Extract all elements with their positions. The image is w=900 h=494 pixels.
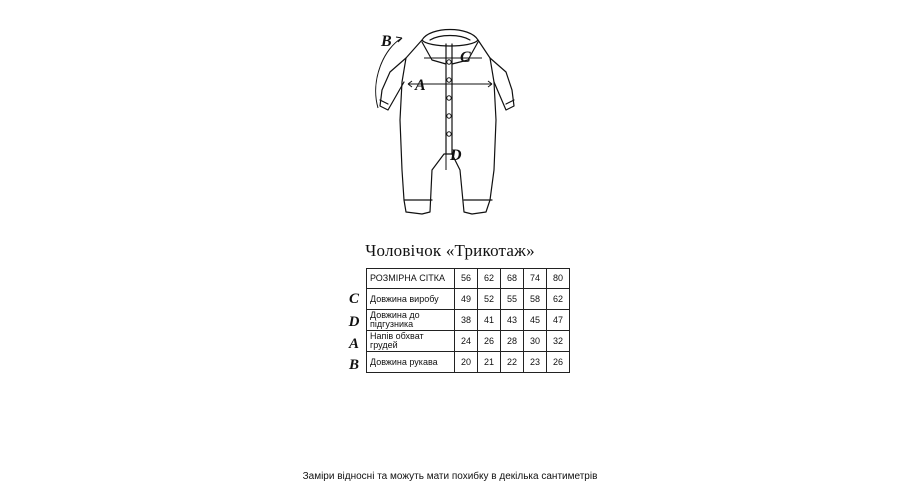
- table-cell: 38: [455, 310, 478, 331]
- size-header: 62: [478, 269, 501, 289]
- table-cell: 49: [455, 289, 478, 310]
- row-label: Довжина виробу: [367, 289, 455, 310]
- romper-illustration: [360, 20, 540, 235]
- size-header: 56: [455, 269, 478, 289]
- table-cell: 22: [501, 352, 524, 373]
- table-cell: 23: [524, 352, 547, 373]
- label-d: D: [450, 147, 462, 164]
- row-letter-a: A: [348, 336, 359, 352]
- table-cell: 32: [547, 331, 570, 352]
- label-c: C: [460, 49, 471, 66]
- row-label: Довжина до підгузника: [367, 310, 455, 331]
- size-chart-header-row: [367, 269, 570, 289]
- row-letter-d: D: [348, 314, 360, 330]
- table-cell: 52: [478, 289, 501, 310]
- table-cell: 26: [478, 331, 501, 352]
- table-cell: 43: [501, 310, 524, 331]
- row-label: Напів обхват грудей: [367, 331, 455, 352]
- table-cell: 30: [524, 331, 547, 352]
- table-cell: 28: [501, 331, 524, 352]
- row-letter-b: B: [348, 357, 359, 373]
- row-letter-c: C: [348, 291, 359, 307]
- table-cell: 62: [547, 289, 570, 310]
- table-cell: 55: [501, 289, 524, 310]
- table-row: [367, 310, 570, 331]
- table-cell: 21: [478, 352, 501, 373]
- product-title: Чоловічок «Трикотаж»: [365, 241, 535, 260]
- table-cell: 20: [455, 352, 478, 373]
- row-label: Довжина рукава: [367, 352, 455, 373]
- size-chart-header-label: РОЗМІРНА СІТКА: [367, 269, 455, 289]
- table-cell: 45: [524, 310, 547, 331]
- label-b: B: [381, 33, 392, 50]
- size-header: 80: [547, 269, 570, 289]
- table-cell: 41: [478, 310, 501, 331]
- table-cell: 26: [547, 352, 570, 373]
- size-header: 68: [501, 269, 524, 289]
- table-row: [367, 331, 570, 352]
- size-header: 74: [524, 269, 547, 289]
- table-row: [367, 289, 570, 310]
- footnote: Заміри відносні та можуть мати похибку в декілька сантиметрів: [302, 471, 598, 482]
- table-row: [367, 352, 570, 373]
- table-cell: 58: [524, 289, 547, 310]
- size-chart-table: [366, 268, 570, 373]
- label-a: A: [415, 77, 426, 94]
- table-cell: 47: [547, 310, 570, 331]
- table-cell: 24: [455, 331, 478, 352]
